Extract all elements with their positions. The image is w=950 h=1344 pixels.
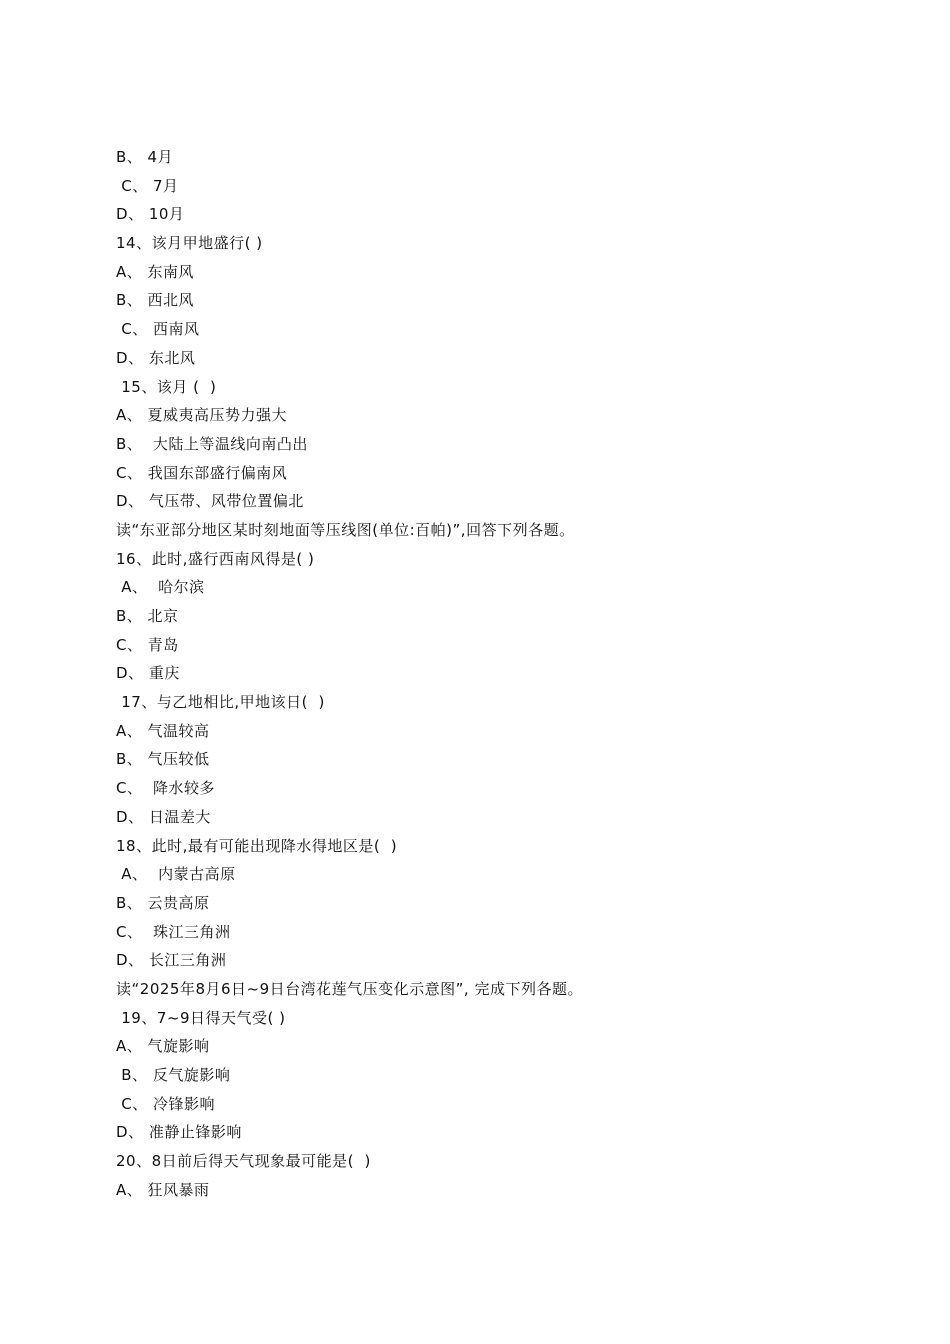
option-line: A、 气温较高 <box>116 721 210 740</box>
option-line: B、 大陆上等温线向南凸出 <box>116 434 308 453</box>
question-line: 15、该月 ( ) <box>116 377 217 396</box>
option-line: A、 哈尔滨 <box>116 578 205 597</box>
option-line: C、 降水较多 <box>116 779 216 798</box>
option-line: D、 准静止锋影响 <box>116 1123 242 1142</box>
question-line: 20、8日前后得天气现象最可能是( ) <box>116 1152 371 1171</box>
question-line: 17、与乙地相比,甲地该日( ) <box>116 693 325 712</box>
instruction-line: 读“东亚部分地区某时刻地面等压线图(单位:百帕)”,回答下列各题。 <box>116 520 575 539</box>
option-line: C、 我国东部盛行偏南风 <box>116 463 288 482</box>
option-line: C、 西南风 <box>116 320 200 339</box>
option-line: D、 长江三角洲 <box>116 951 227 970</box>
question-line: 16、此时,盛行西南风得是( ) <box>116 549 315 568</box>
question-line: 19、7~9日得天气受( ) <box>116 1008 286 1027</box>
option-line: B、 气压较低 <box>116 750 210 769</box>
option-line: D、 重庆 <box>116 664 180 683</box>
option-line: B、 反气旋影响 <box>116 1066 231 1084</box>
question-text-block <box>116 143 836 1204</box>
option-line: D、 东北风 <box>116 348 196 367</box>
option-line: D、 气压带、风带位置偏北 <box>116 492 304 511</box>
option-line: A、 气旋影响 <box>116 1037 210 1056</box>
option-line: C、 青岛 <box>116 635 179 654</box>
option-line: B、 西北风 <box>116 291 195 310</box>
question-line: 18、此时,最有可能出现降水得地区是( ) <box>116 836 398 855</box>
option-line: A、 狂风暴雨 <box>116 1180 210 1199</box>
question-line: 14、该月甲地盛行( ) <box>116 234 263 253</box>
option-line: D、 10月 <box>116 205 185 224</box>
option-line: A、 东南风 <box>116 262 195 281</box>
option-line: B、 云贵高原 <box>116 893 210 912</box>
option-line: C、 冷锋影响 <box>116 1094 216 1113</box>
option-line: A、 夏威夷高压势力强大 <box>116 406 288 425</box>
option-line: C、 珠江三角洲 <box>116 922 231 941</box>
option-line: A、 内蒙古高原 <box>116 865 236 884</box>
option-line: B、 4月 <box>116 148 174 166</box>
option-line: B、 北京 <box>116 607 179 625</box>
instruction-line: 读“2025年8月6日~9日台湾花莲气压变化示意图”, 完成下列各题。 <box>116 979 583 998</box>
option-line: C、 7月 <box>116 176 179 195</box>
option-line: D、 日温差大 <box>116 807 211 826</box>
